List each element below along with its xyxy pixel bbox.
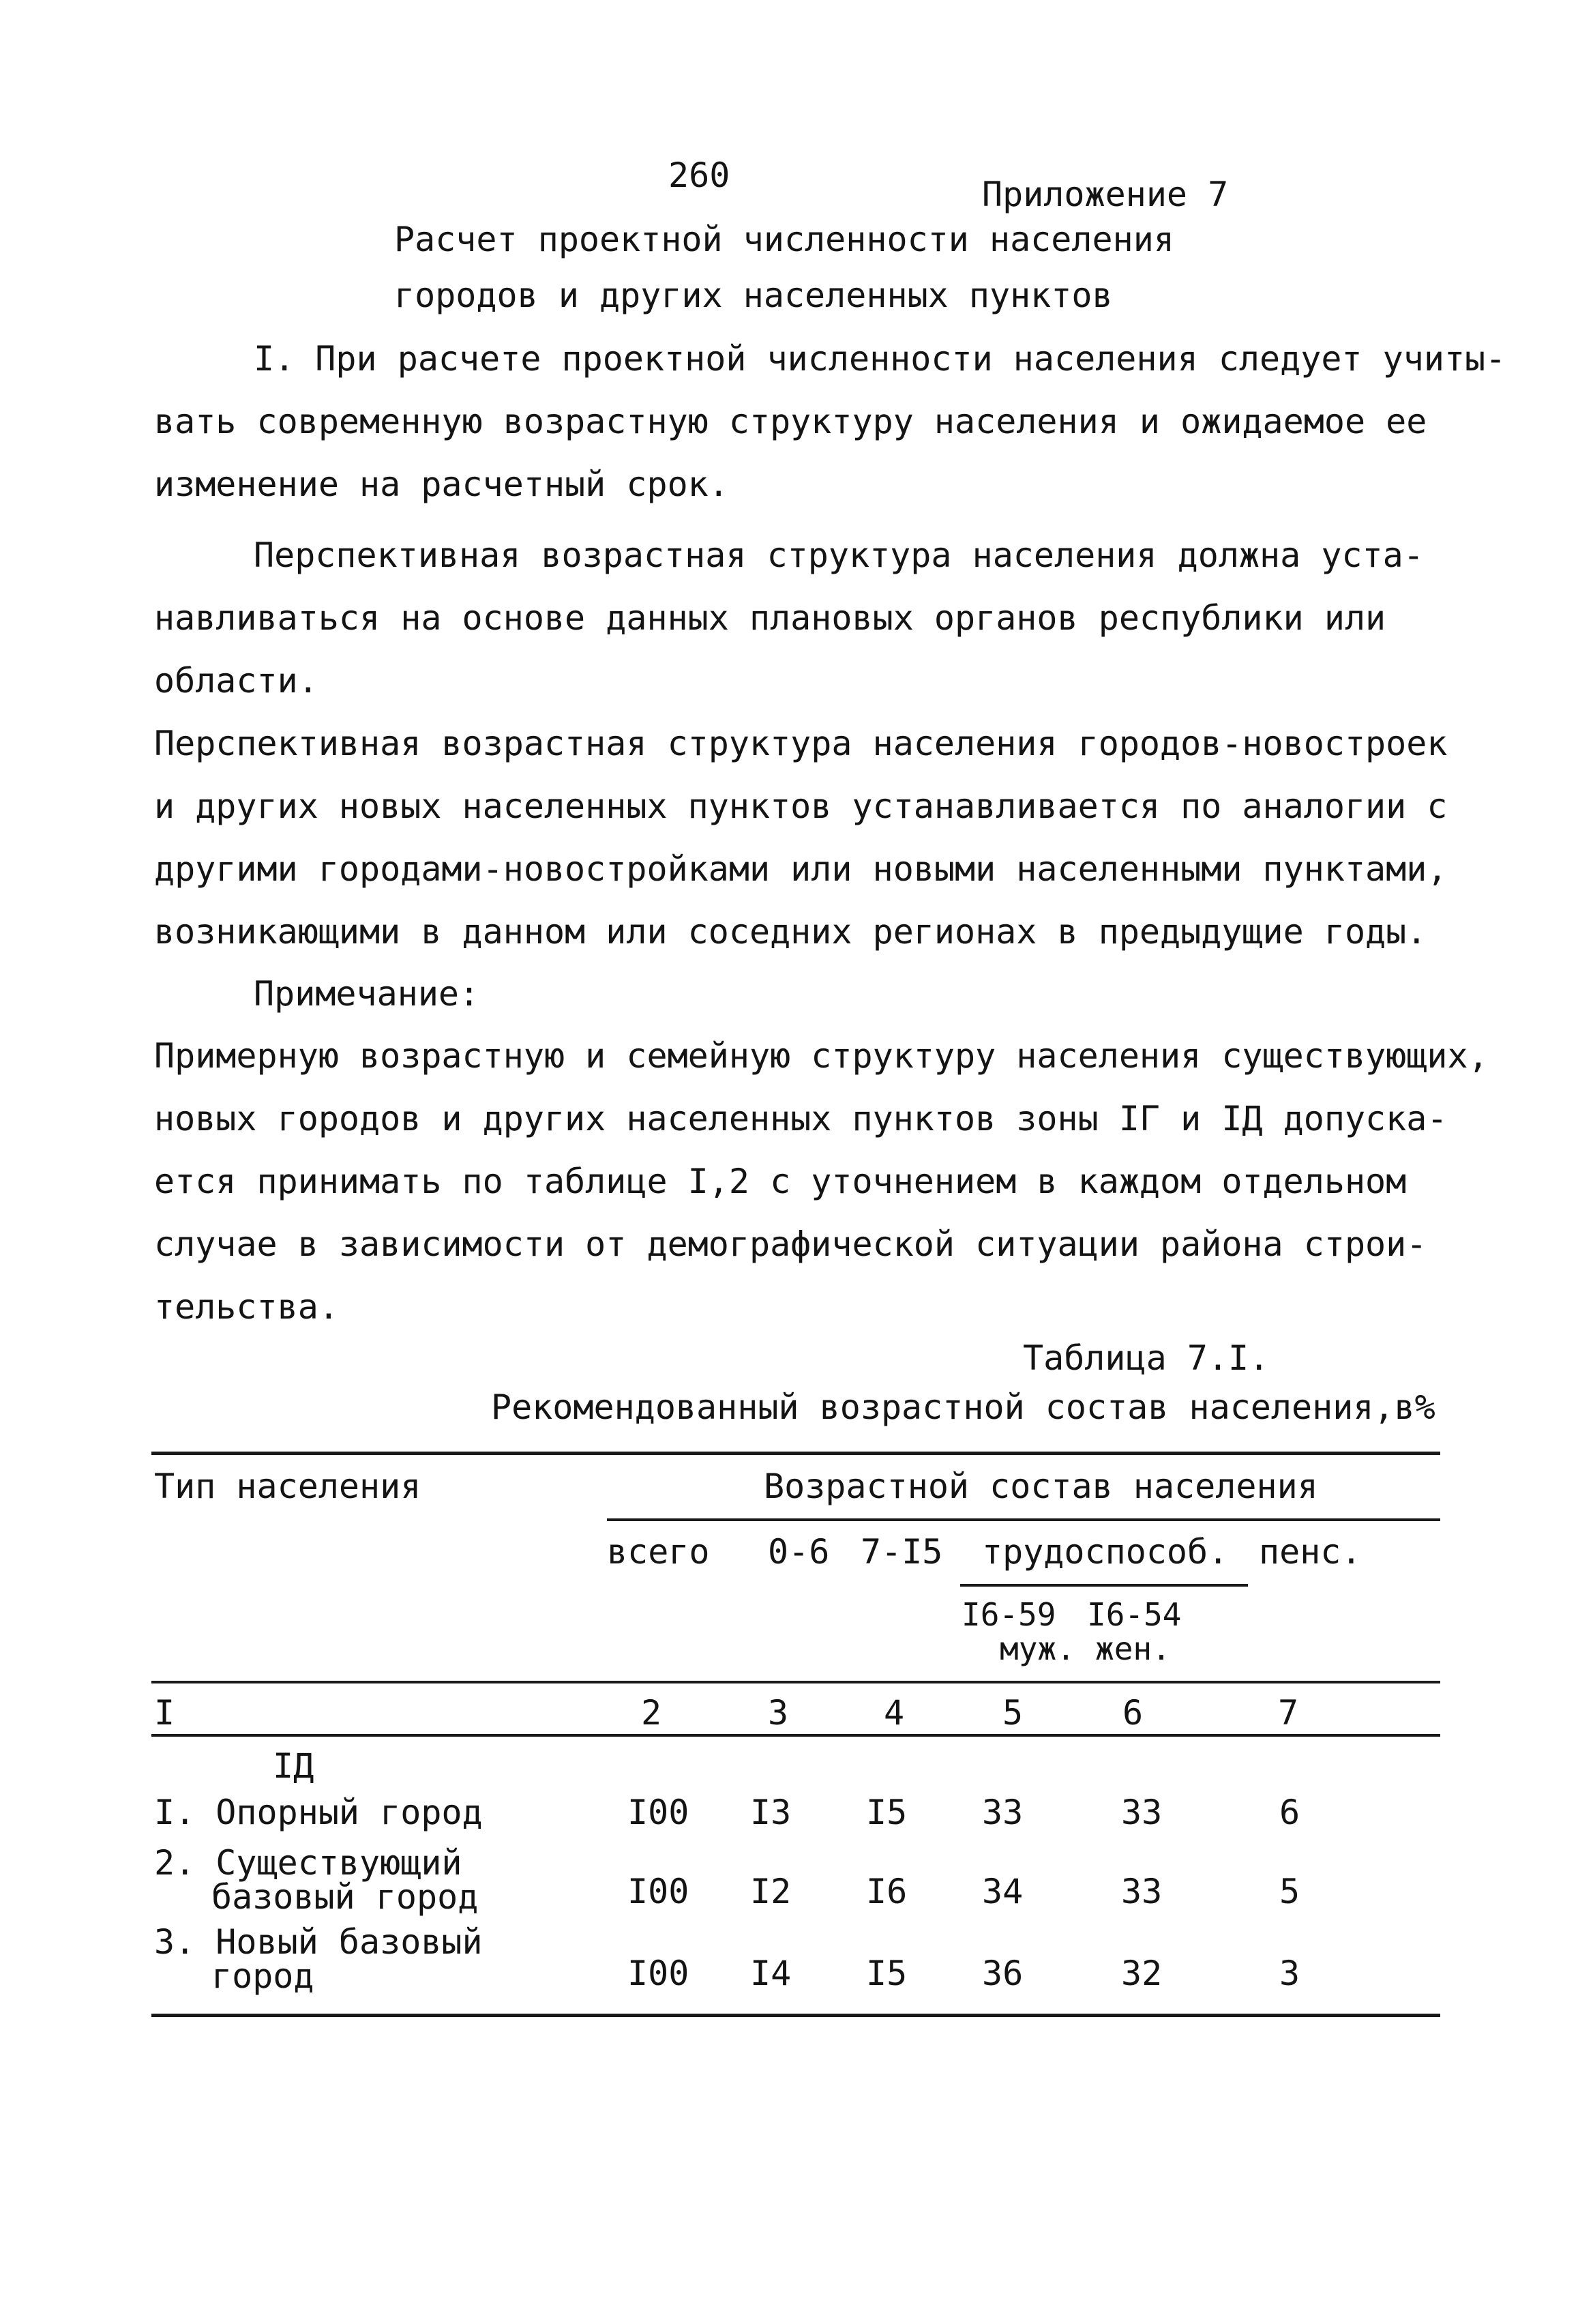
paragraph-line: навливаться на основе данных плановых органов республики или: [154, 598, 1386, 638]
row-3-0-6: I4: [750, 1954, 792, 1993]
paragraph-line: новых городов и других населенных пунктов зоны IГ и IД допуска-: [154, 1099, 1448, 1138]
header-pens: пенс.: [1259, 1532, 1362, 1572]
row-2-pens: 5: [1279, 1872, 1300, 1911]
paragraph-line: области.: [154, 661, 318, 701]
col-number-2: 2: [641, 1693, 662, 1733]
paragraph-line: другими городами-новостройками или новыми населенными пунктами,: [154, 849, 1448, 889]
paragraph-1: [154, 327, 1506, 516]
able-rule: [960, 1584, 1248, 1587]
paragraph-line: изменение на расчетный срок.: [154, 465, 729, 504]
paragraph-line: Перспективная возрастная структура населения должна уста-: [254, 535, 1424, 575]
row-2-total: I00: [627, 1872, 689, 1911]
row-1-name: I. Опорный город: [154, 1793, 483, 1832]
row-2-0-6: I2: [750, 1872, 792, 1911]
header-men: I6-59: [962, 1596, 1056, 1633]
col-number-5: 5: [1002, 1693, 1024, 1733]
row-3-women: 32: [1121, 1954, 1163, 1993]
row-3-total: I00: [627, 1954, 689, 1993]
header-women-sub: жен.: [1095, 1630, 1171, 1667]
row-2-name: 2. Существующий: [154, 1843, 462, 1883]
paragraph-line: и других новых населенных пунктов устанавливается по аналогии с: [154, 786, 1448, 826]
header-able: трудоспособ.: [982, 1532, 1229, 1572]
paragraph-3: [154, 712, 1463, 963]
col-number-7: 7: [1278, 1693, 1299, 1733]
title-line-1: Расчет проектной численности населения: [394, 220, 1174, 259]
row-2-7-15: I6: [866, 1872, 908, 1911]
header-women: I6-54: [1087, 1596, 1182, 1633]
header-0-6: 0-6: [768, 1532, 830, 1572]
col-number-6: 6: [1122, 1693, 1144, 1733]
header-type: Тип населения: [154, 1467, 421, 1506]
row-1-women: 33: [1121, 1793, 1163, 1832]
row-1-7-15: I5: [866, 1793, 908, 1832]
row-3-pens: 3: [1279, 1954, 1300, 1993]
table-number: Таблица 7.I.: [1023, 1338, 1270, 1378]
header-men-sub: муж.: [1000, 1630, 1075, 1667]
header-rule: [151, 1681, 1440, 1683]
header-total: всего: [607, 1532, 710, 1572]
zone-label: IД: [273, 1746, 314, 1786]
page-number: 260: [668, 156, 730, 195]
header-age-group: Возрастной состав населения: [764, 1467, 1318, 1506]
paragraph-line: Примерную возрастную и семейную структуру населения существующих,: [154, 1036, 1489, 1076]
col-number-3: 3: [768, 1693, 789, 1733]
row-1-pens: 6: [1279, 1793, 1300, 1832]
appendix-label: Приложение 7: [982, 175, 1229, 214]
header-7-15: 7-I5: [861, 1532, 943, 1572]
row-2-name-2: базовый город: [211, 1877, 479, 1917]
group-rule: [607, 1518, 1440, 1521]
paragraph-line: возникающими в данном или соседних регионах в предыдущие годы.: [154, 912, 1427, 952]
row-3-7-15: I5: [866, 1954, 908, 1993]
col-number-4: 4: [884, 1693, 905, 1733]
row-1-0-6: I3: [750, 1793, 792, 1832]
row-3-name: 3. Новый базовый: [154, 1922, 483, 1962]
paragraph-line: тельства.: [154, 1287, 339, 1327]
note-label: Примечание:: [254, 974, 480, 1014]
row-2-men: 34: [982, 1872, 1024, 1911]
table-title: Рекомендованный возрастной состав населения,в%: [491, 1387, 1435, 1427]
paragraph-line: случае в зависимости от демографической ситуации района строи-: [154, 1224, 1427, 1264]
row-3-men: 36: [982, 1954, 1024, 1993]
row-3-name-2: город: [211, 1956, 314, 1996]
row-1-men: 33: [982, 1793, 1024, 1832]
paragraph-line: Перспективная возрастная структура населения городов-новостроек: [154, 724, 1448, 763]
table-bottom-rule: [151, 2014, 1440, 2017]
row-2-women: 33: [1121, 1872, 1163, 1911]
paragraph-2: [154, 524, 1463, 712]
title-line-2: городов и других населенных пунктов: [394, 276, 1113, 315]
col-number-1: I: [154, 1693, 175, 1733]
row-1-total: I00: [627, 1793, 689, 1832]
paragraph-line: I. При расчете проектной численности населения следует учиты-: [254, 339, 1506, 379]
paragraph-line: вать современную возрастную структуру населения и ожидаемое ее: [154, 402, 1427, 441]
paragraph-line: ется принимать по таблице I,2 с уточнением в каждом отдельном: [154, 1162, 1407, 1201]
numbers-rule: [151, 1734, 1440, 1737]
table-top-rule: [151, 1452, 1440, 1455]
paragraph-4: [154, 1025, 1489, 1338]
